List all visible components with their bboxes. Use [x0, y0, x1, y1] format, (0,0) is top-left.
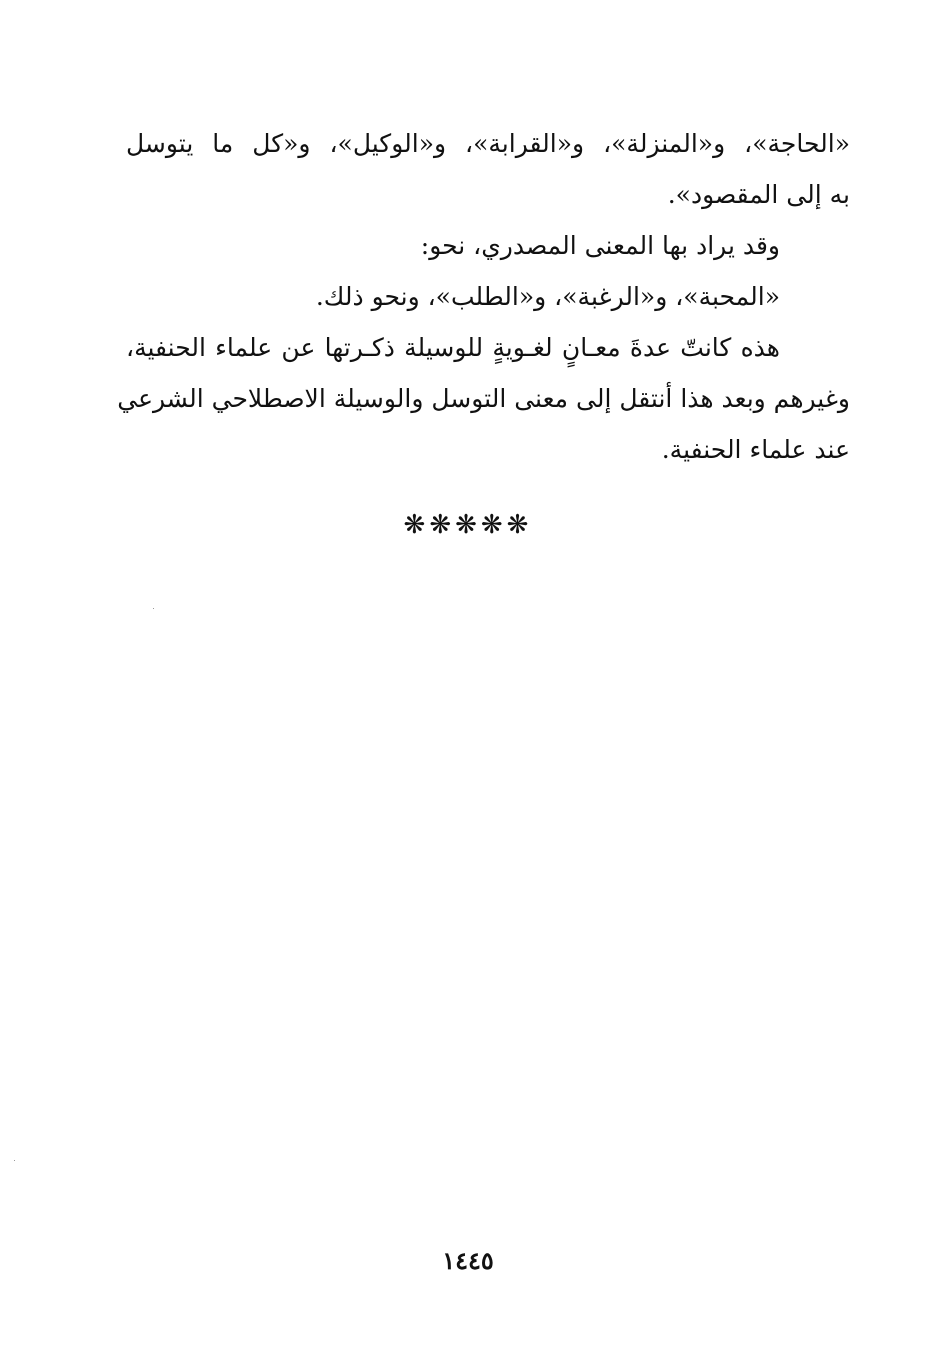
section-separator: ❋❋❋❋❋: [403, 510, 533, 540]
text-line-4: «المحبة»، و«الرغبة»، و«الطلب»، ونحو ذلك.: [315, 282, 780, 311]
text-line-3: وقد يراد بها المعنى المصدري، نحو:: [420, 231, 780, 260]
text-line-5: هذه كانتّ عدةَ معـانٍ لغـويةٍ للوسيلة ذكـرتها عن علماء الحنفية،: [126, 333, 780, 362]
page-number: ١٤٤٥: [442, 1246, 494, 1275]
body-text: [117, 118, 850, 475]
scan-speck: [153, 608, 154, 609]
scan-speck: [14, 1160, 15, 1161]
text-line-2: به إلى المقصود».: [667, 180, 850, 209]
text-line-7: عند علماء الحنفية.: [661, 435, 850, 464]
text-line-1: «الحاجة»، و«المنزلة»، و«القرابة»، و«الوكيل»، و«كل ما يتوسل: [126, 129, 850, 158]
text-line-6: وغيرهم وبعد هذا أنتقل إلى معنى التوسل والوسيلة الاصطلاحي الشرعي: [117, 384, 850, 413]
